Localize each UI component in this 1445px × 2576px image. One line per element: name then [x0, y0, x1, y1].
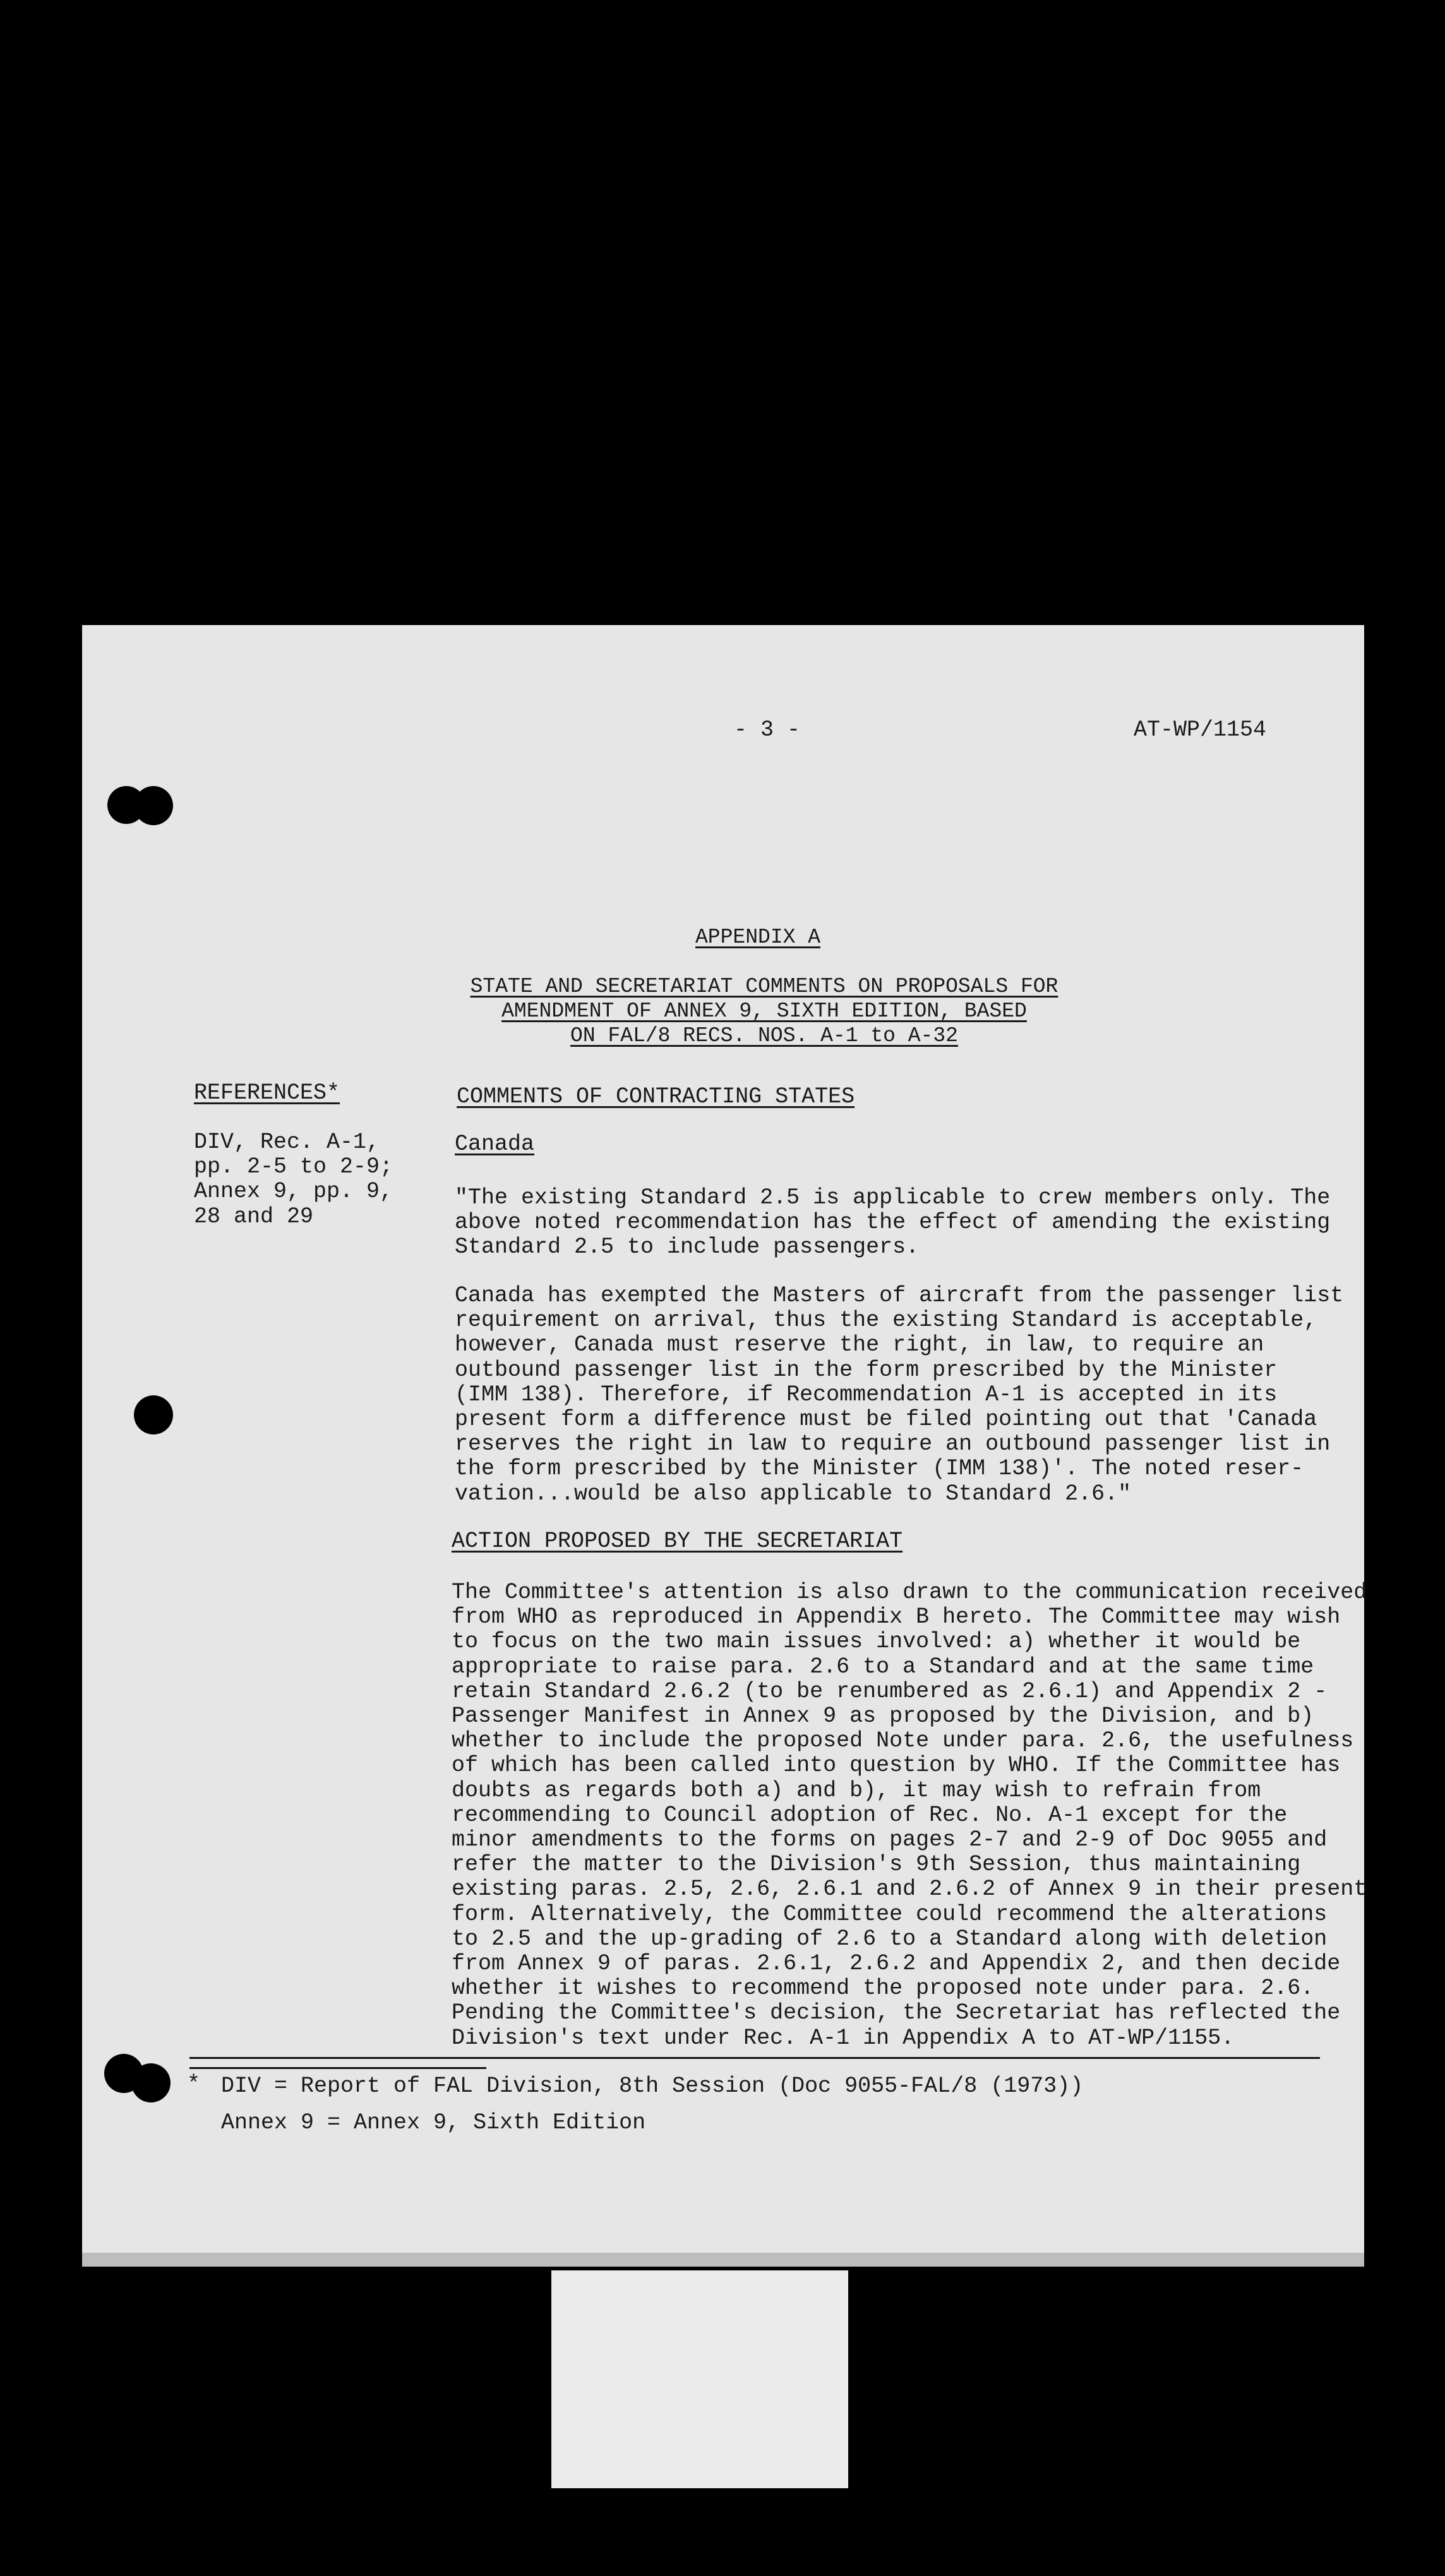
text-line: minor amendments to the forms on pages 2-7 and 2-9 of Doc 9055 and — [452, 1827, 1328, 1853]
canada-paragraph-1 — [455, 1186, 1330, 1260]
footnote-line-1: DIV = Report of FAL Division, 8th Session (Doc 9055-FAL/8 (1973)) — [221, 2073, 1084, 2099]
text-line: to 2.5 and the up-grading of 2.6 to a Standard along with deletion — [452, 1926, 1328, 1952]
canada-paragraph-2 — [455, 1284, 1343, 1506]
text-line: to focus on the two main issues involved: a) whether it would be — [452, 1629, 1301, 1655]
text-line: Passenger Manifest in Annex 9 as proposed by the Division, and b) — [452, 1703, 1314, 1729]
appendix-subtitle — [461, 974, 1067, 1048]
subtitle-line: ON FAL/8 RECS. NOS. A-1 to A-32 — [570, 1024, 958, 1047]
text-line: "The existing Standard 2.5 is applicable to crew members only. The — [455, 1185, 1331, 1210]
text-line: Standard 2.5 to include passengers. — [455, 1234, 920, 1260]
footnote-line-2: Annex 9 = Annex 9, Sixth Edition — [221, 2110, 646, 2135]
text-line: present form a difference must be filed pointing out that 'Canada — [455, 1407, 1317, 1433]
subtitle-line: STATE AND SECRETARIAT COMMENTS ON PROPOSALS FOR — [470, 975, 1058, 998]
page-number: - 3 - — [734, 717, 801, 742]
appendix-title: APPENDIX A — [695, 926, 821, 949]
text-line: the form prescribed by the Minister (IMM 138)'. The noted reser- — [455, 1456, 1304, 1482]
text-line: of which has been called into question by WHO. If the Committee has — [452, 1753, 1341, 1779]
text-line: existing paras. 2.5, 2.6, 2.6.1 and 2.6.2 of Annex 9 in their present — [452, 1876, 1367, 1902]
text-line: whether to include the proposed Note under para. 2.6, the usefulness — [452, 1728, 1354, 1754]
country-heading: Canada — [455, 1131, 535, 1157]
text-line: vation...would be also applicable to Standard 2.6." — [455, 1481, 1132, 1506]
reference-line: pp. 2-5 to 2-9; — [194, 1154, 393, 1180]
document-reference: AT-WP/1154 — [1134, 717, 1267, 742]
text-line: recommending to Council adoption of Rec. No. A-1 except for the — [452, 1802, 1288, 1828]
text-line: appropriate to raise para. 2.6 to a Standard and at the same time — [452, 1654, 1314, 1679]
references-heading: REFERENCES* — [194, 1080, 340, 1106]
references-text — [194, 1130, 393, 1229]
subtitle-line: AMENDMENT OF ANNEX 9, SIXTH EDITION, BASED — [501, 999, 1027, 1023]
footnote-rule — [189, 2057, 1320, 2059]
text-line: form. Alternatively, the Committee could recommend the alterations — [452, 1901, 1328, 1927]
reference-line: DIV, Rec. A-1, — [194, 1130, 380, 1155]
action-paragraph — [452, 1580, 1367, 2051]
footnote-marker: * — [187, 2072, 201, 2097]
text-line: Canada has exempted the Masters of aircraft from the passenger list — [455, 1283, 1344, 1308]
page-edge-shadow — [82, 2253, 1364, 2267]
punch-hole — [134, 1395, 173, 1434]
text-line: (IMM 138). Therefore, if Recommendation A-1 is accepted in its — [455, 1381, 1278, 1407]
paper-slip — [551, 2270, 848, 2488]
text-line: whether it wishes to recommend the proposed note under para. 2.6. — [452, 1976, 1314, 2001]
text-line: however, Canada must reserve the right, in law, to require an — [455, 1332, 1264, 1358]
text-line: refer the matter to the Division's 9th Session, thus maintaining — [452, 1852, 1301, 1878]
text-line: from Annex 9 of paras. 2.6.1, 2.6.2 and Appendix 2, and then decide — [452, 1951, 1341, 1977]
footnote-short-rule — [189, 2067, 486, 2069]
punch-hole — [131, 2063, 171, 2102]
text-line: outbound passenger list in the form prescribed by the Minister — [455, 1357, 1278, 1383]
reference-line: Annex 9, pp. 9, — [194, 1179, 393, 1205]
text-line: requirement on arrival, thus the existing Standard is acceptable, — [455, 1308, 1317, 1333]
comments-heading: COMMENTS OF CONTRACTING STATES — [457, 1084, 855, 1109]
reference-line: 28 and 29 — [194, 1203, 314, 1229]
text-line: doubts as regards both a) and b), it may wish to refrain from — [452, 1777, 1261, 1803]
text-line: The Committee's attention is also drawn to the communication received — [452, 1580, 1367, 1605]
action-heading: ACTION PROPOSED BY THE SECRETARIAT — [452, 1529, 903, 1554]
text-line: retain Standard 2.6.2 (to be renumbered as 2.6.1) and Appendix 2 - — [452, 1678, 1328, 1704]
text-line: above noted recommendation has the effect of amending the existing — [455, 1210, 1331, 1236]
punch-hole — [134, 786, 173, 825]
text-line: Division's text under Rec. A-1 in Appendix A to AT-WP/1155. — [452, 2025, 1235, 2051]
text-line: from WHO as reproduced in Appendix B hereto. The Committee may wish — [452, 1604, 1341, 1630]
text-line: Pending the Committee's decision, the Secretariat has reflected the — [452, 2000, 1341, 2026]
text-line: reserves the right in law to require an outbound passenger list in — [455, 1431, 1331, 1457]
